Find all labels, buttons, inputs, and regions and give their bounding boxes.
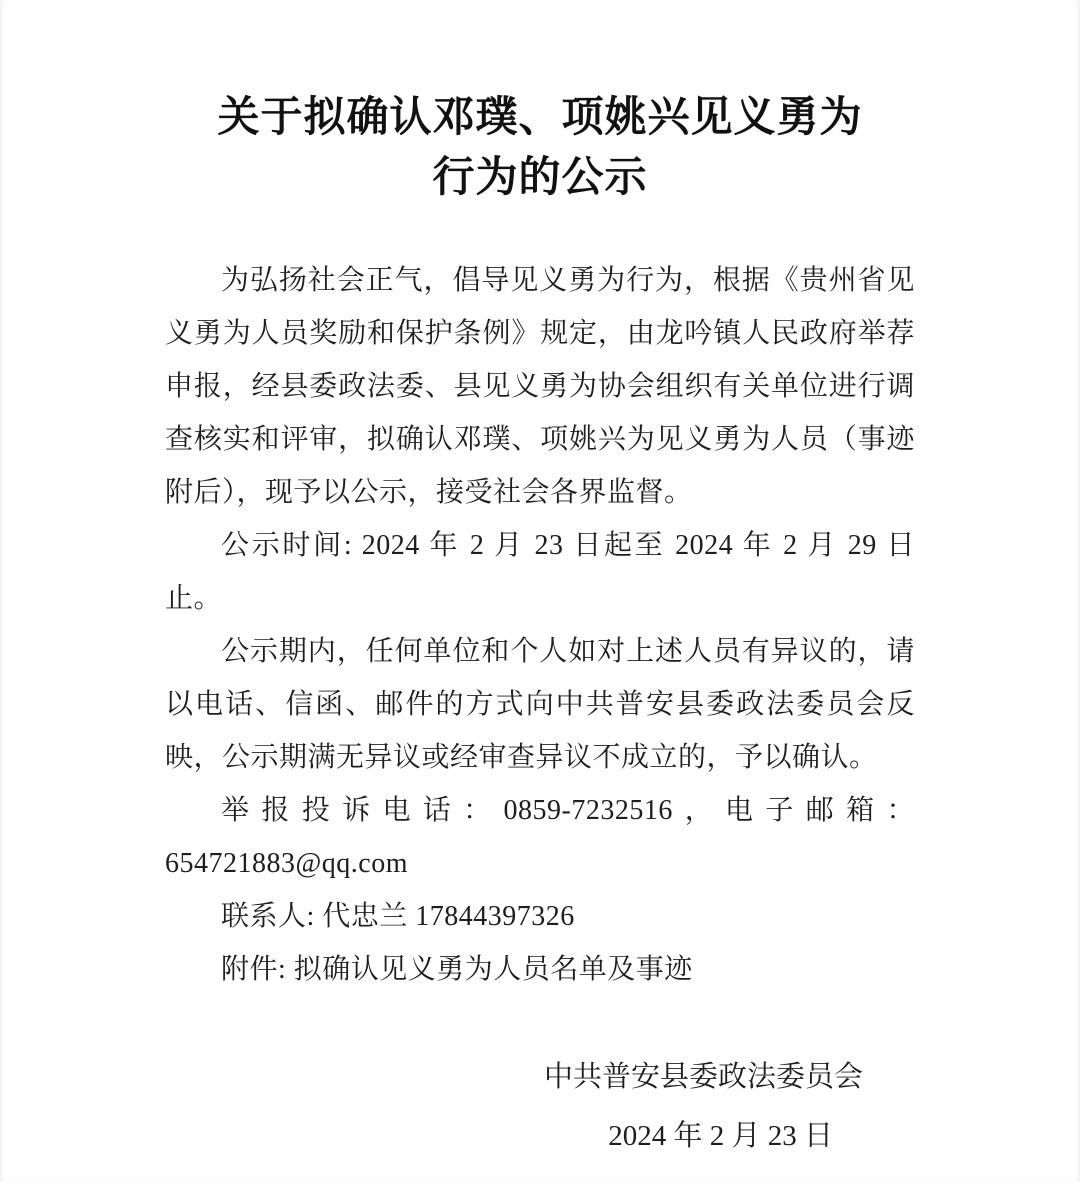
issue-date: 2024 年 2 月 23 日 xyxy=(608,1120,833,1152)
issuing-authority: 中共普安县委政法委员会 xyxy=(543,1061,863,1093)
title-line-1: 关于拟确认邓璞、项姚兴见义勇为 xyxy=(217,95,863,141)
paragraph-intro: 为弘扬社会正气，倡导见义勇为行为，根据《贵州省见义勇为人员奖励和保护条例》规定，由龙吟镇人民政府举荐申报，经县委政法委、县见义勇为协会组织有关单位进行调查核实和评审，拟确认邓璞、项姚兴为见义勇为人员（事迹附后），现予以公示，接受社会各界监督。 xyxy=(165,265,915,508)
paragraph-publicity-period: 公示时间: 2024 年 2 月 23 日起至 2024 年 2 月 29 日止。 xyxy=(165,530,915,614)
page-title xyxy=(165,88,915,208)
title-line-2: 行为的公示 xyxy=(432,155,648,201)
paragraph-objection-notice: 公示期内，任何单位和个人如对上述人员有异议的，请以电话、信函、邮件的方式向中共普安县委政法委员会反映，公示期满无异议或经审查异议不成立的，予以确认。 xyxy=(165,636,915,773)
paragraph-contact-person: 联系人: 代忠兰 17844397326 xyxy=(221,901,575,932)
document-body xyxy=(165,254,915,996)
paragraph-attachment: 附件: 拟确认见义勇为人员名单及事迹 xyxy=(221,954,693,985)
signature-block xyxy=(165,1051,915,1163)
paragraph-contact-hotline: 举报投诉电话：0859-7232516，电子邮箱：654721883@qq.com xyxy=(165,795,915,879)
